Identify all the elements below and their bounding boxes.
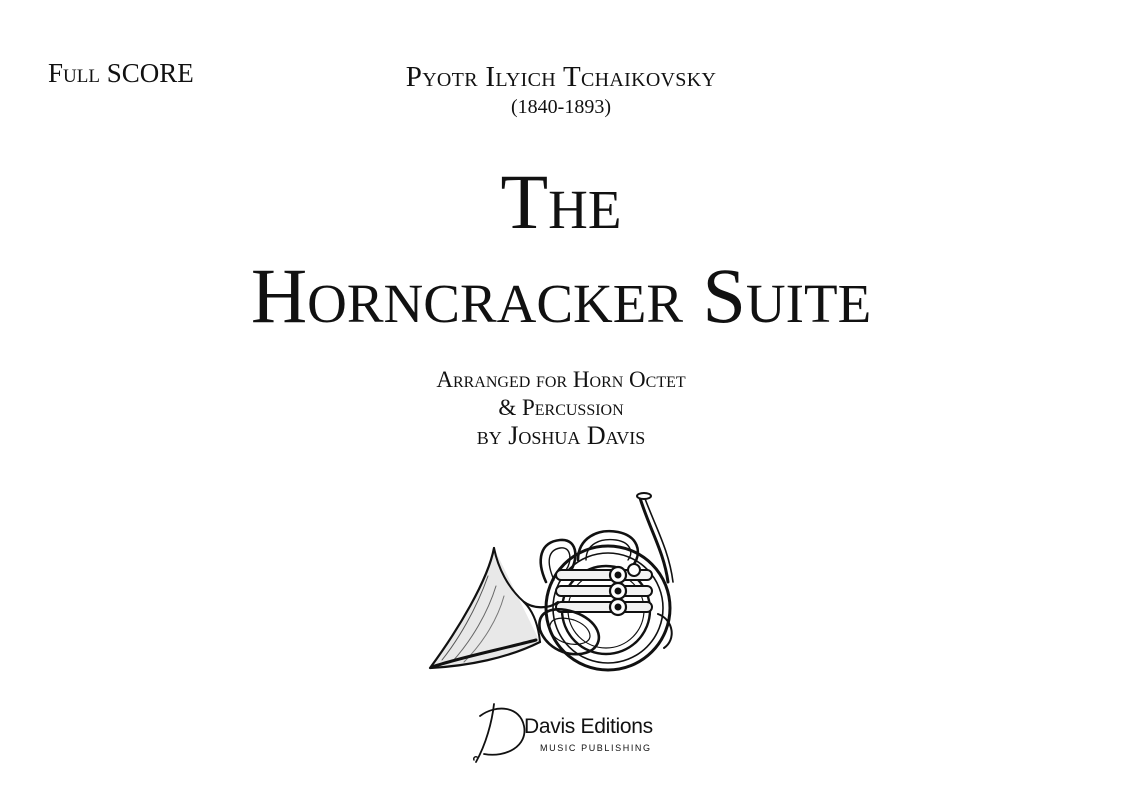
arrangement-line-2: & Percussion xyxy=(498,395,624,420)
title-line-2: Horncracker Suite xyxy=(250,252,872,339)
title-line-1: The xyxy=(500,158,622,245)
composer-name: Pyotr Ilyich Tchaikovsky xyxy=(405,61,717,93)
arrangement-line-1: Arranged for Horn Octet xyxy=(436,367,686,392)
arranger-name: by Joshua Davis xyxy=(476,421,646,450)
publisher-d-logo-icon xyxy=(470,700,526,766)
full-score-label: Full SCORE xyxy=(48,58,194,88)
publisher-logo xyxy=(470,700,670,766)
french-horn-icon xyxy=(428,490,680,678)
composer-dates: (1840-1893) xyxy=(511,96,611,118)
publisher-tagline: MUSIC PUBLISHING xyxy=(540,743,652,753)
publisher-name: Davis Editions xyxy=(524,715,653,738)
